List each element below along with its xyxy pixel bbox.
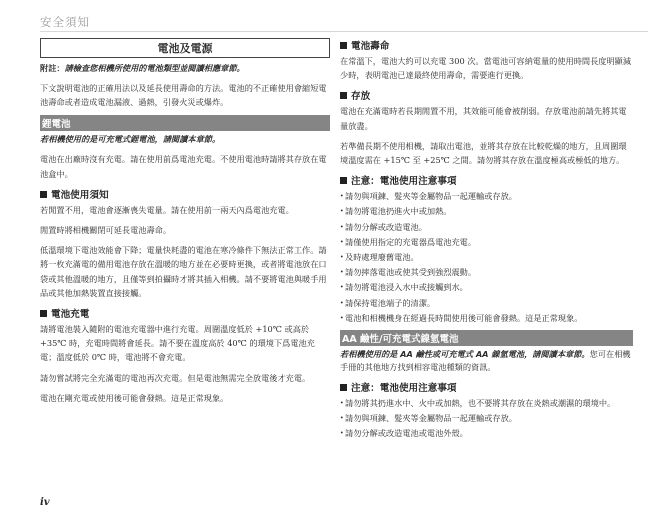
aa-note-bold: 若相機使用的是 AA 鹼性或可充電式 AA 鎳氫電池，請閱讀本章節。 [340, 349, 590, 360]
right-column [340, 38, 633, 446]
aa-caution-heading [340, 380, 633, 394]
charging-paragraph: 電池在剛充電或使用後可能會發熱。這是正常現象。 [40, 392, 229, 403]
usage-paragraph: 閒置時將相機關閉可延長電池壽命。 [40, 225, 172, 236]
charging-heading [40, 306, 330, 320]
list-item: • 請保持電池端子的清潔。 [340, 296, 633, 311]
square-bullet-icon [340, 384, 347, 391]
charging-paragraph: 請勿嘗試將完全充滿電的電池再次充電。但是電池無需完全放電後才充電。 [40, 372, 311, 383]
list-item: • 請勿分解或改造電池。 [340, 220, 633, 235]
list-item: • 請僅使用指定的充電器爲電池充電。 [340, 235, 633, 250]
square-bullet-icon [340, 177, 347, 184]
intro-paragraph: 下文說明電池的正確用法以及延長使用壽命的方法。電池的不正確使用會縮短電池壽命或者造成電池漏液、過熱，引發火災或爆炸。 [40, 83, 327, 108]
header-divider [40, 31, 648, 32]
aa-caution-heading-text: 注意：電池使用注意事項 [351, 383, 457, 395]
list-item: • 及時處理廢舊電池。 [340, 250, 633, 265]
list-item: • 請勿將其扔進水中、火中或加熱，也不要將其存放在炎熱或潮濕的環境中。 [340, 396, 633, 411]
aa-caution-list [340, 396, 633, 442]
usage-heading [40, 187, 330, 201]
list-item: • 請勿分解或改造電池或電池外殼。 [340, 426, 633, 441]
charging-heading-text: 電池充電 [51, 309, 90, 321]
storage-paragraph: 若準備長期不使用相機，請取出電池，並將其存放在比較乾燥的地方，且周圍環境溫度需在 +15℃ 至 +25℃ 之間。請勿將其存放在溫度極高或極低的地方。 [340, 140, 627, 166]
square-bullet-icon [340, 92, 347, 99]
usage-heading-text: 電池使用須知 [51, 189, 109, 201]
list-item: • 請勿將電池扔進火中或加熱。 [340, 204, 633, 219]
list-item: • 請勿與項鍊、髮夾等金屬物品一起運輸或存放。 [340, 411, 633, 426]
aa-note-tail: 您可在相機手冊的其他地方找到相容電池種類的資訊。 [340, 349, 631, 373]
lithium-paragraph: 電池在出廠時沒有充電。請在使用前爲電池充電。不使用電池時請將其存放在電池盒中。 [40, 154, 327, 179]
list-item: • 請勿摔落電池或使其受到強烈震動。 [340, 265, 633, 280]
list-item: • 請勿與項鍊、髮夾等金屬物品一起運輸或存放。 [340, 189, 633, 204]
charging-paragraph: 請將電池裝入隨附的電池充電器中進行充電。周圍溫度低於 +10℃ 或高於 +35℃ 時，充電時間將會延長。請不要在溫度高於 40℃ 的環境下爲電池充電；溫度低於 0℃ 時，電池將不會充電。 [40, 324, 315, 363]
note-label: 附註： [40, 63, 65, 73]
life-paragraph: 在常溫下，電池大約可以充電 300 次。當電池可容納電量的使用時間長度明顯減少時，表明電池已達最終使用壽命，需要進行更換。 [340, 56, 632, 81]
square-bullet-icon [40, 310, 47, 317]
usage-paragraph: 若閒置不用，電池會逐漸喪失電量。請在使用前一兩天內爲電池充電。 [40, 204, 294, 215]
life-heading-text: 電池壽命 [351, 41, 390, 52]
storage-heading [340, 88, 633, 102]
page-header: 安全須知 [40, 15, 90, 29]
note-text: 請檢查您相機所使用的電池類型並閱讀相應章節。 [64, 63, 245, 73]
lithium-note: 若相機使用的是可充電式鋰電池，請閱讀本章節。 [40, 134, 221, 145]
caution-heading [340, 173, 633, 187]
lithium-battery-bar: 鋰電池 [40, 115, 330, 131]
usage-paragraph: 低溫環境下電池效能會下降；電量快耗盡的電池在寒冷條件下無法正常工作。請將一枚充滿電的備用電池存放在溫暖的地方並在必要時更換，或者將電池放在口袋或其他溫暖的地方，且僅等到拍攝時才將其插入相機。請不要將電池與暖手用品或其他加熱裝置直接接觸。 [40, 245, 327, 298]
caution-heading-text: 注意：電池使用注意事項 [351, 176, 457, 188]
square-bullet-icon [340, 42, 347, 49]
square-bullet-icon [40, 191, 47, 198]
storage-paragraph: 電池在充滿電時若長期閒置不用，其效能可能會被削弱。存放電池前請先將其電量放盡。 [340, 106, 627, 131]
list-item: • 請勿將電池浸入水中或接觸到水。 [340, 280, 633, 295]
left-column [40, 38, 330, 411]
section-title-box: 電池及電源 [40, 38, 330, 58]
storage-heading-text: 存放 [351, 91, 371, 103]
aa-note [340, 348, 633, 374]
page-number: iv [40, 497, 50, 508]
list-item: • 電池和相機機身在經過長時間使用後可能會發熱。這是正常現象。 [340, 311, 633, 326]
note [40, 62, 330, 75]
aa-battery-bar: AA 鹼性/可充電式鎳氫電池 [340, 330, 633, 346]
life-heading [340, 38, 633, 52]
caution-list [340, 189, 633, 326]
